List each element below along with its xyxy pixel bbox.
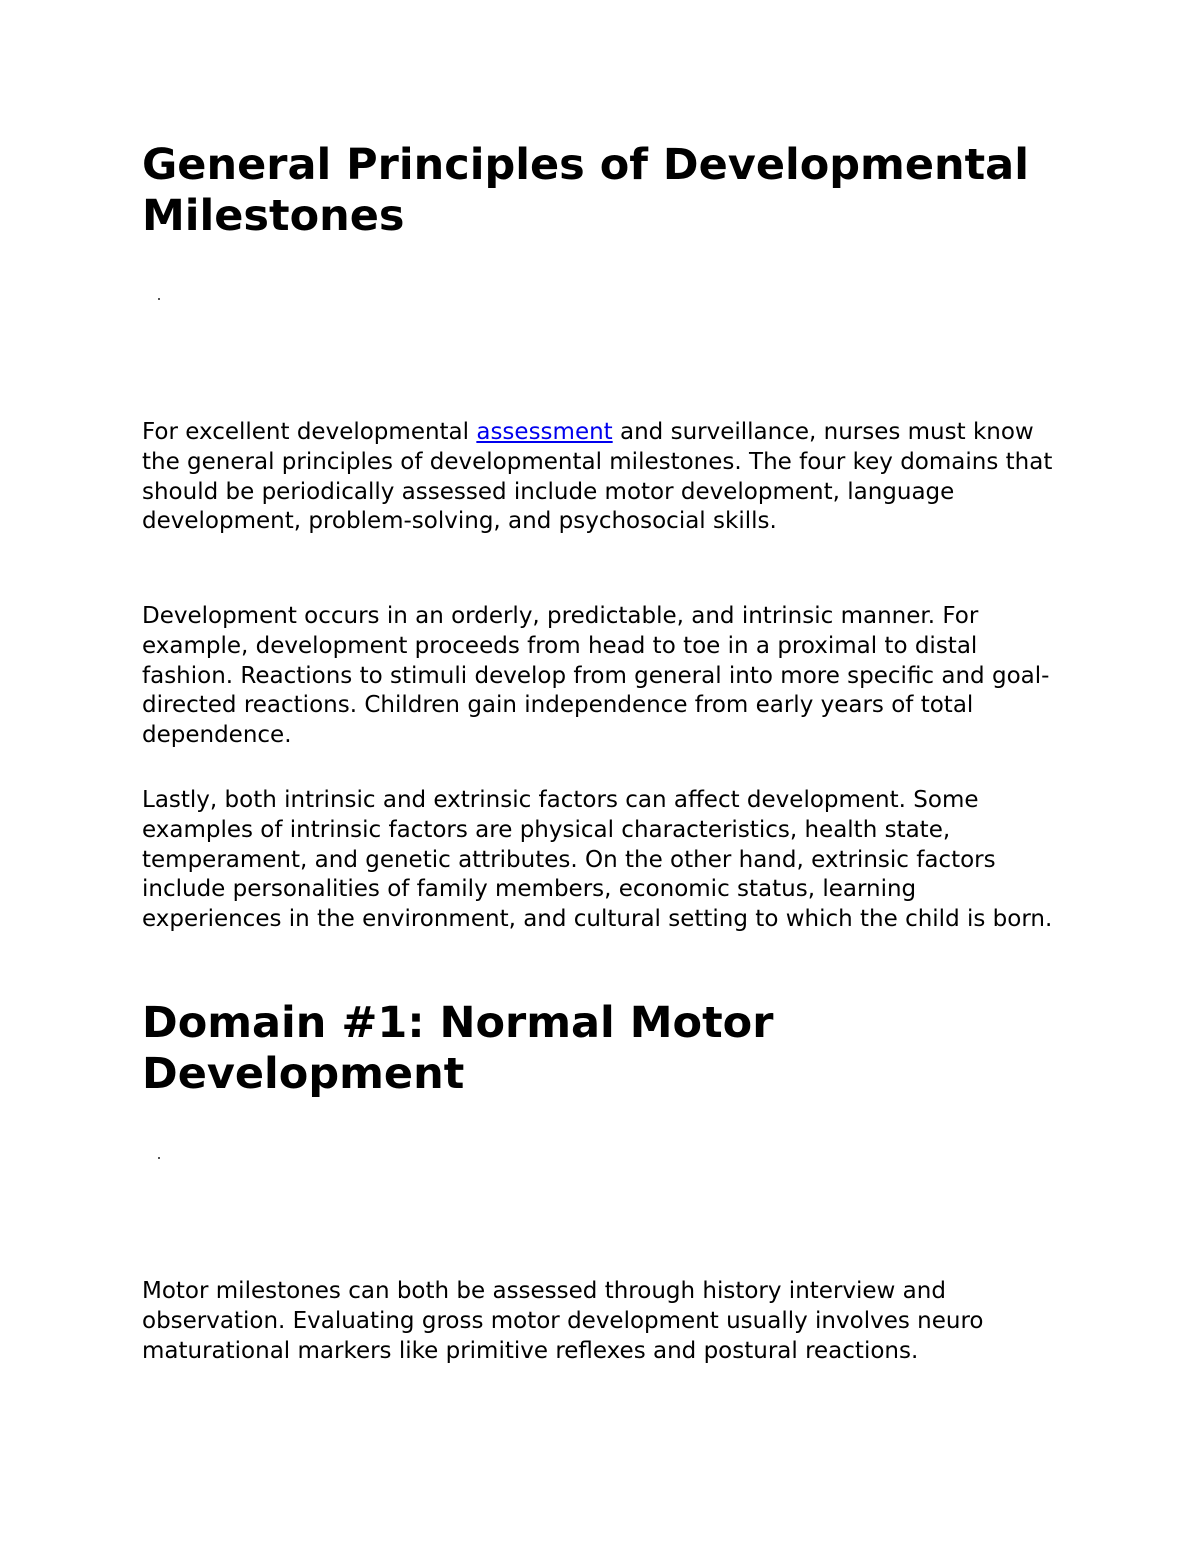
intro-text-before-link: For excellent developmental	[142, 419, 477, 445]
image-placeholder-dot	[158, 298, 160, 300]
section-heading-motor: Domain #1: Normal Motor Development	[142, 998, 774, 1099]
assessment-link[interactable]: assessment	[476, 419, 613, 445]
intro-text-after-link: and surveillance, nurses must know the general principles of developmental milestones. The four key domains that should be periodically assessed include motor development, language development, problem-solving, and psychosocial skills.	[142, 419, 1053, 535]
paragraph-orderly-development: Development occurs in an orderly, predictable, and intrinsic manner. For example, development proceeds from head to toe in a proximal to distal fashion. Reactions to stimuli develop from general into more specific and goal-directed reactions. Children gain independence from early years of total dependence.	[142, 603, 1050, 749]
page-title: General Principles of Developmental Milestones	[142, 140, 1029, 241]
paragraph-motor-milestones: Motor milestones can both be assessed through history interview and observation. Evaluating gross motor development usually involves neuro maturational markers like primitive reflexes and postural reactions.	[142, 1278, 984, 1364]
image-placeholder-dot	[158, 1157, 160, 1159]
paragraph-factors: Lastly, both intrinsic and extrinsic factors can affect development. Some examples of intrinsic factors are physical characteristics, health state, temperament, and genetic attributes. On the other hand, extrinsic factors include personalities of family members, economic status, learning experiences in the environment, and cultural setting to which the child is born.	[142, 787, 1053, 933]
intro-paragraph	[142, 418, 1062, 537]
